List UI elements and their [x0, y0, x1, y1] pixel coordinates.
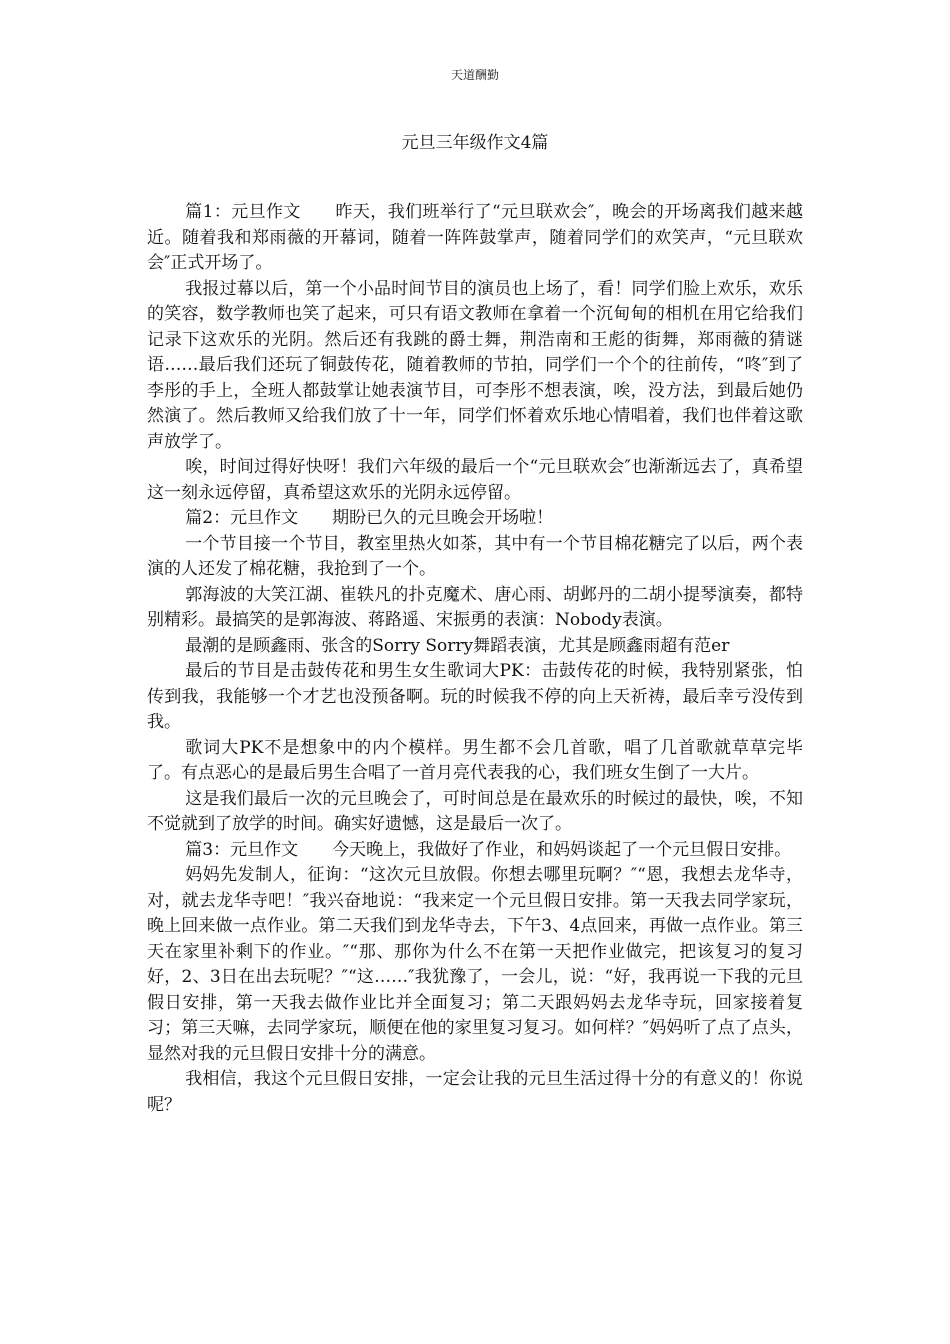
paragraph: 一个节目接一个节目，教室里热火如茶，其中有一个节目棉花糖完了以后，两个表演的人还发了棉花糖，我抢到了一个。 [147, 533, 803, 579]
paragraph: 郭海波的大笑江湖、崔轶凡的扑克魔术、唐心雨、胡邺丹的二胡小提琴演奏，都特别精彩。最搞笑的是郭海波、蒋路遥、宋振勇的表演：Nobody表演。 [147, 584, 803, 630]
paragraph: 最后的节目是击鼓传花和男生女生歌词大PK：击鼓传花的时候，我特别紧张，怕传到我，我能够一个才艺也没预备啊。玩的时候我不停的向上天祈祷，最后幸亏没传到我。 [147, 661, 803, 732]
paragraph: 唉，时间过得好快呀！我们六年级的最后一个“元旦联欢会″也渐渐远去了，真希望这一刻永远停留，真希望这欢乐的光阴永远停留。 [147, 457, 803, 503]
paragraph: 歌词大PK不是想象中的内个模样。男生都不会几首歌，唱了几首歌就草草完毕了。有点恶心的是最后男生合唱了一首月亮代表我的心，我们班女生倒了一大片。 [147, 737, 803, 783]
paragraph: 篇3：元旦作文 今天晚上，我做好了作业，和妈妈谈起了一个元旦假日安排。 [185, 839, 792, 860]
paragraph: 篇2：元旦作文 期盼已久的元旦晚会开场啦！ [185, 508, 554, 528]
page-header: 天道酬勤 [450, 68, 499, 82]
paragraph: 我报过幕以后，第一个小品时间节目的演员也上场了，看！同学们脸上欢乐，欢乐的笑容，数学教师也笑了起来，可只有语文教师在拿着一个沉甸甸的相机在用它给我们记录下这欢乐的光阴。然后还有我跳的爵士舞，荆浩南和王彪的街舞，郑雨薇的猜谜语……最后我们还玩了铜鼓传花，随着教师的节拍，同学们一个个的往前传，“咚″到了李彤的手上，全班人都鼓掌让她表演节目，可李彤不想表演，唉，没方法，到最后她仍然演了。然后教师又给我们放了十一年，同学们怀着欢乐地心情唱着，我们也伴着这歌声放学了。 [147, 278, 803, 452]
paragraph: 最潮的是顾鑫雨、张含的Sorry Sorry舞蹈表演，尤其是顾鑫雨超有范er [185, 635, 730, 656]
paragraph: 我相信，我这个元旦假日安排，一定会让我的元旦生活过得十分的有意义的！你说呢？ [147, 1069, 803, 1115]
paragraph: 妈妈先发制人，征询：“这次元旦放假。你想去哪里玩啊？″“恩，我想去龙华寺，对，就去龙华寺吧！″我兴奋地说：“我来定一个元旦假日安排。第一天我去同学家玩，晚上回来做一点作业。第二天我们到龙华寺去，下午3、4点回来，再做一点作业。第三天在家里补剩下的作业。″“那、那你为什么不在第一天把作业做完，把该复习的复习好，2、3日在出去玩呢？″“这……″我犹豫了，一会儿，说：“好，我再说一下我的元旦假日安排，第一天我去做作业比并全面复习；第二天跟妈妈去龙华寺玩，回家接着复习；第三天嘛，去同学家玩，顺便在他的家里复习复习。如何样？″妈妈听了点了点头，显然对我的元旦假日安排十分的满意。 [147, 865, 803, 1064]
paragraph: 这是我们最后一次的元旦晚会了，可时间总是在最欢乐的时候过的最快，唉，不知不觉就到了放学的时间。确实好遗憾，这是最后一次了。 [147, 788, 803, 834]
paragraph: 篇1：元旦作文 昨天，我们班举行了“元旦联欢会″，晚会的开场离我们越来越近。随着我和郑雨薇的开幕词，随着一阵阵鼓掌声，随着同学们的欢笑声，“元旦联欢会″正式开场了。 [147, 202, 803, 273]
document-body [147, 200, 803, 1118]
document-title: 元旦三年级作文4篇 [401, 133, 549, 153]
